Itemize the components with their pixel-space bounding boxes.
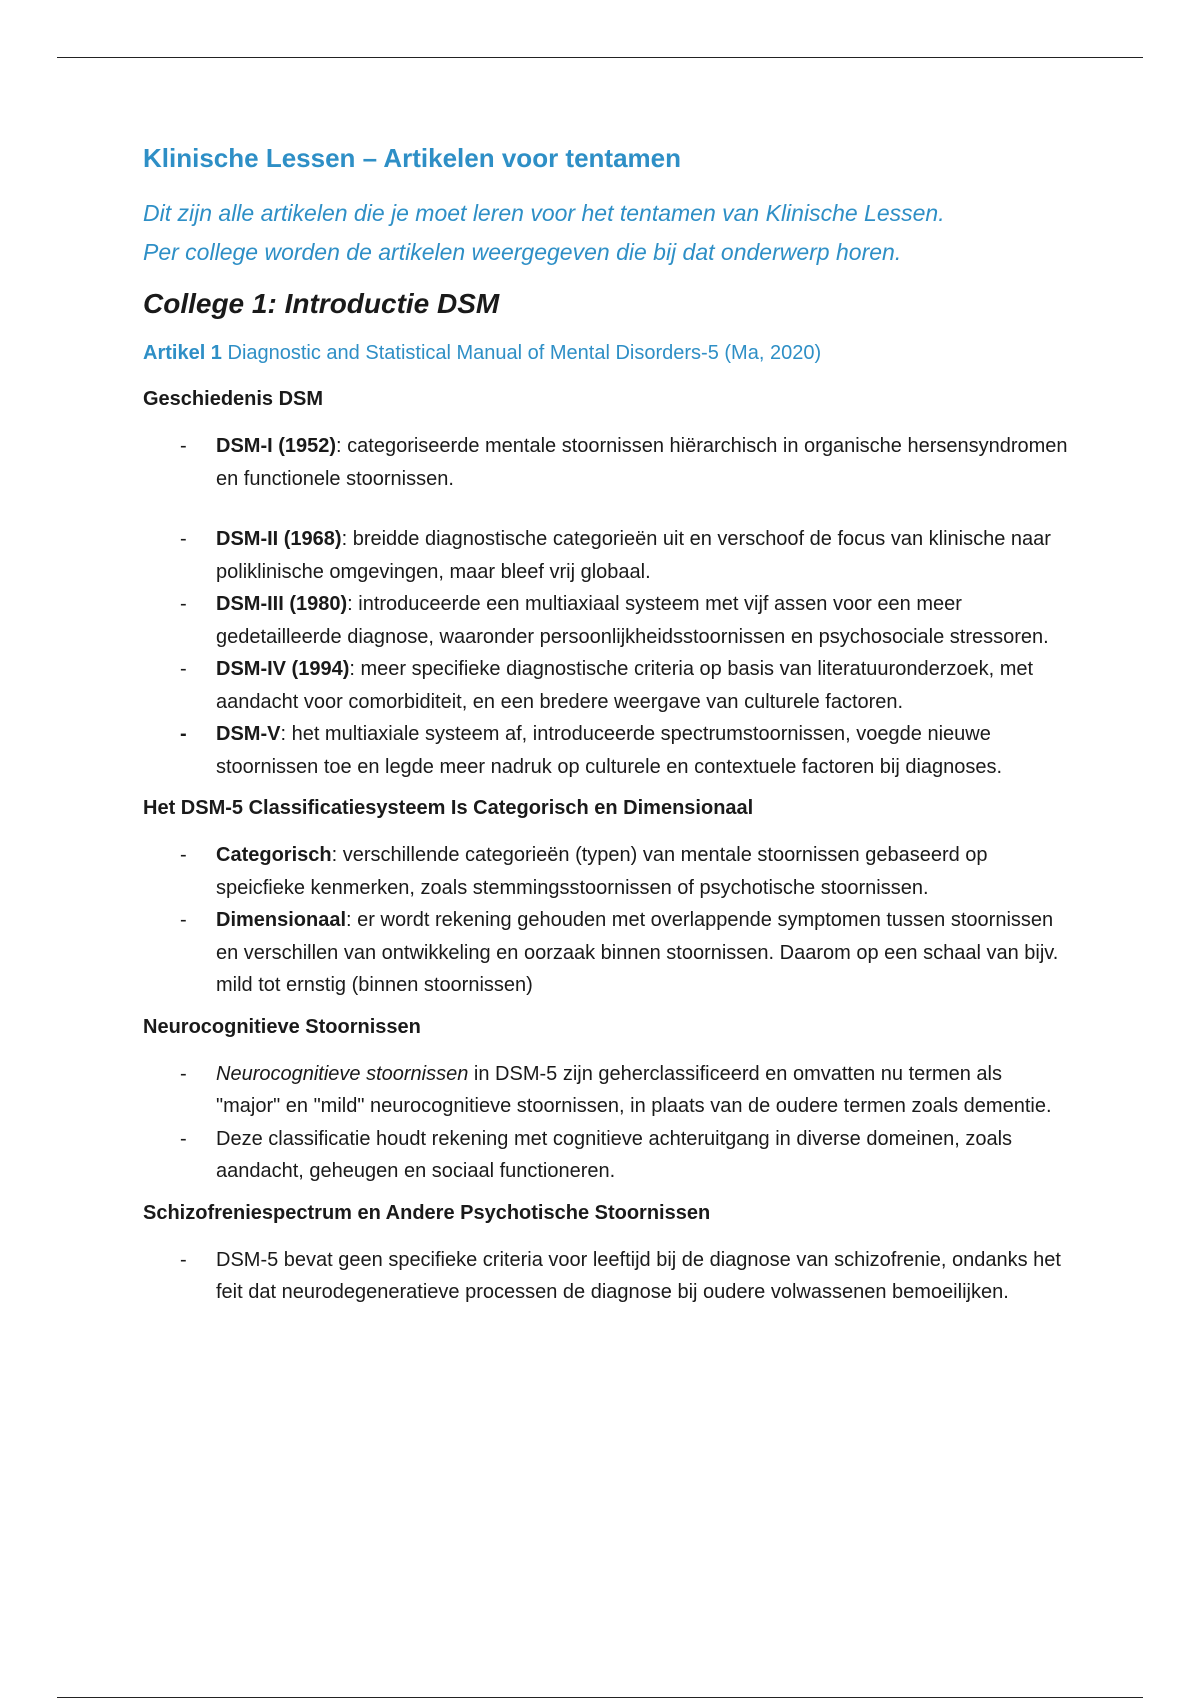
item-term: Categorisch <box>216 844 332 867</box>
list-item <box>143 1244 1068 1309</box>
bullet-list <box>143 839 1068 1002</box>
section-heading: Neurocognitieve Stoornissen <box>143 1015 421 1038</box>
item-text: DSM-5 bevat geen specifieke criteria voor leeftijd bij de diagnose van schizofrenie, ondanks het feit dat neurodegeneratieve processen de diagnose bij oudere volwassenen bemoeilijken. <box>216 1248 1061 1304</box>
bullet-dash: - <box>180 658 187 681</box>
section-heading: Schizofreniespectrum en Andere Psychotische Stoornissen <box>143 1201 711 1224</box>
item-text: : categoriseerde mentale stoornissen hiërarchisch in organische hersensyndromen en functionele stoornissen. <box>216 435 1068 490</box>
item-text: Deze classificatie houdt rekening met cognitieve achteruitgang in diverse domeinen, zoals aandacht, geheugen en sociaal functioneren. <box>216 1127 1013 1183</box>
item-text: : meer specifieke diagnostische criteria op basis van literatuuronderzoek, met aandacht voor comorbiditeit, en een bredere weergave van culturele factoren. <box>216 658 1034 713</box>
bullet-dash: - <box>180 528 187 551</box>
article-label: Artikel 1 <box>143 342 222 365</box>
header-rule <box>57 57 1143 58</box>
list-item <box>143 904 1068 1002</box>
bullet-dash: - <box>180 435 187 458</box>
item-term: DSM-II (1968) <box>216 528 342 551</box>
document-subtitle <box>143 194 1068 272</box>
item-term: DSM-I (1952) <box>216 435 337 458</box>
list-item <box>143 839 1068 904</box>
list-item <box>143 430 1068 495</box>
bullet-dash: - <box>180 844 187 867</box>
list-item <box>143 1058 1068 1123</box>
bullet-list <box>143 430 1068 783</box>
article-heading <box>143 340 1068 366</box>
item-text: : verschillende categorieën (typen) van mentale stoornissen gebaseerd op speicfieke kenmerken, zoals stemmingsstoornissen of psychotische stoornissen. <box>216 844 988 899</box>
bullet-dash: - <box>180 1248 187 1271</box>
document-title: Klinische Lessen – Artikelen voor tentamen <box>143 143 681 173</box>
item-term: Dimensionaal <box>216 909 347 932</box>
bullet-dash: - <box>180 909 187 932</box>
item-term: DSM-IV (1994) <box>216 658 350 681</box>
subtitle-line: Per college worden de artikelen weergegeven die bij dat onderwerp horen. <box>143 238 902 265</box>
bullet-list <box>143 1244 1068 1309</box>
document-body <box>143 142 1068 1321</box>
item-text: : introduceerde een multiaxiaal systeem met vijf assen voor een meer gedetailleerde diagnose, waaronder persoonlijkheidsstoornissen en psychosociale stressoren. <box>216 593 1049 648</box>
section-heading: Geschiedenis DSM <box>143 388 324 411</box>
bullet-dash: - <box>180 723 187 746</box>
subtitle-line: Dit zijn alle artikelen die je moet leren voor het tentamen van Klinische Lessen. <box>143 199 945 226</box>
list-item <box>143 588 1068 653</box>
list-item <box>143 523 1068 588</box>
list-item <box>143 718 1068 783</box>
item-text: in DSM-5 zijn geherclassificeerd en omvatten nu termen als "major" en "mild" neurocognitieve stoornissen, in plaats van de oudere termen zoals dementie. <box>216 1062 1052 1118</box>
item-text: : breidde diagnostische categorieën uit en verschoof de focus van klinische naar poliklinische omgevingen, maar bleef vrij globaal. <box>216 528 1051 583</box>
college-heading: College 1: Introductie DSM <box>143 287 500 319</box>
footer-rule <box>57 1697 1143 1698</box>
bullet-dash: - <box>180 1062 187 1085</box>
list-item <box>143 653 1068 718</box>
item-term: DSM-V <box>216 723 281 746</box>
item-text: : er wordt rekening gehouden met overlappende symptomen tussen stoornissen en verschillen van ontwikkeling en oorzaak binnen stoornissen. Daarom op een schaal van bijv. mild tot ernstig (binnen stoornissen) <box>216 909 1059 997</box>
item-term: Neurocognitieve stoornissen <box>216 1062 469 1085</box>
bullet-list <box>143 1058 1068 1188</box>
bullet-dash: - <box>180 1127 187 1150</box>
item-text: : het multiaxiale systeem af, introduceerde spectrumstoornissen, voegde nieuwe stoornissen toe en legde meer nadruk op culturele en contextuele factoren bij diagnoses. <box>216 723 1003 778</box>
article-title: Diagnostic and Statistical Manual of Mental Disorders-5 (Ma, 2020) <box>227 342 822 365</box>
section-heading: Het DSM-5 Classificatiesysteem Is Categorisch en Dimensionaal <box>143 797 754 820</box>
item-term: DSM-III (1980) <box>216 593 348 616</box>
bullet-dash: - <box>180 593 187 616</box>
list-item <box>143 1123 1068 1188</box>
